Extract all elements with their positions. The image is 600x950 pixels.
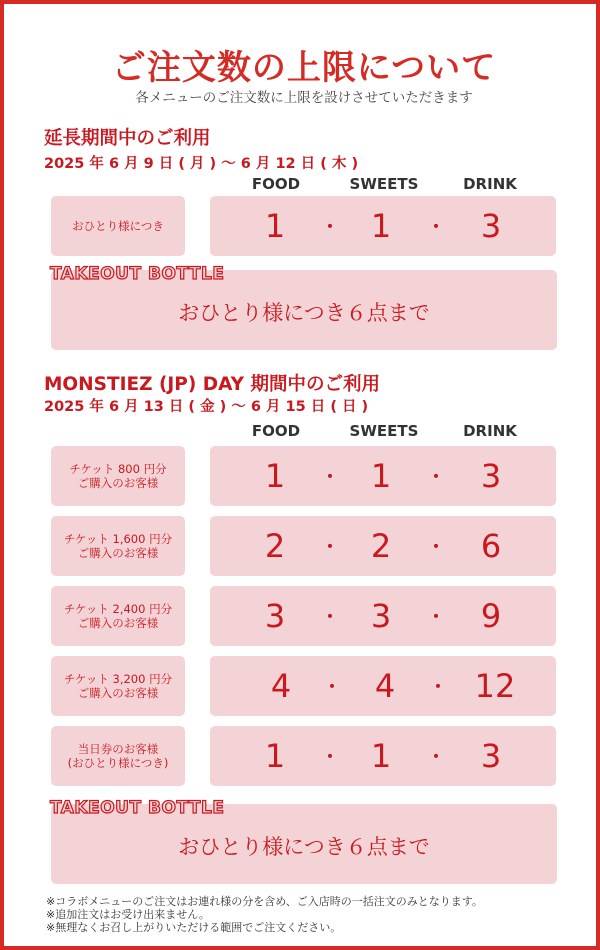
food-limit: 1 [264,207,286,245]
sweets-limit: 1 [370,737,392,775]
takeout-limit-text: おひとり様につき６点まで [178,835,430,859]
separator-dot: ・ [323,677,341,698]
page-subtitle: 各メニューのご注文数に上限を設けさせていただきます [135,90,473,106]
separator-dot: ・ [427,217,445,238]
column-header-sweets: SWEETS [349,175,419,193]
separator-dot: ・ [427,747,445,768]
separator-dot: ・ [427,607,445,628]
food-limit: 1 [264,457,286,495]
row-label: 当日券のお客様 (おひとり様につき) [51,726,185,786]
drink-limit: 9 [480,597,502,635]
row-label: チケット 3,200 円分 ご購入のお客様 [51,656,185,716]
drink-limit: 12 [474,667,516,705]
row-label: おひとり様につき [51,196,185,256]
separator-dot: ・ [427,467,445,488]
limit-row [210,446,556,506]
separator-dot: ・ [321,467,339,488]
drink-limit: 3 [480,737,502,775]
section-title: MONSTIEZ (JP) DAY 期間中のご利用 [44,374,380,395]
sweets-limit: 3 [370,597,392,635]
sweets-limit: 1 [370,457,392,495]
takeout-limit-text: おひとり様につき６点まで [178,301,430,325]
page-title: ご注文数の上限について [111,48,497,88]
food-limit: 2 [264,527,286,565]
drink-limit: 3 [480,207,502,245]
column-header-food: FOOD [251,175,301,193]
section-title: 延長期間中のご利用 [44,128,211,149]
limit-row [210,196,556,256]
limit-row [210,586,556,646]
separator-dot: ・ [429,677,447,698]
row-label: チケット 1,600 円分 ご購入のお客様 [51,516,185,576]
row-label: チケット 800 円分 ご購入のお客様 [51,446,185,506]
food-limit: 4 [270,667,292,705]
column-header-drink: DRINK [463,422,517,440]
takeout-bottle-label: TAKEOUT BOTTLE [50,264,225,284]
takeout-bottle-label: TAKEOUT BOTTLE [50,798,225,818]
sweets-limit: 2 [370,527,392,565]
limit-row [210,726,556,786]
note-line: ※追加注文はお受け出来ません。 [46,908,210,921]
section-date: 2025 年 6 月 9 日 ( 月 ) ～ 6 月 12 日 ( 木 ) [44,156,359,172]
separator-dot: ・ [321,537,339,558]
section-date: 2025 年 6 月 13 日 ( 金 ) ～ 6 月 15 日 ( 日 ) [44,399,369,415]
separator-dot: ・ [321,607,339,628]
limit-row [210,656,556,716]
note-line: ※無理なくお召し上がりいただける範囲でご注文ください。 [46,921,342,934]
column-header-food: FOOD [251,422,301,440]
sweets-limit: 1 [370,207,392,245]
sweets-limit: 4 [374,667,396,705]
row-label: チケット 2,400 円分 ご購入のお客様 [51,586,185,646]
separator-dot: ・ [427,537,445,558]
drink-limit: 6 [480,527,502,565]
note-line: ※コラボメニューのご注文はお連れ様の分を含め、ご入店時の一括注文のみとなります。 [46,895,483,908]
separator-dot: ・ [321,217,339,238]
notes [46,895,483,934]
column-header-sweets: SWEETS [349,422,419,440]
drink-limit: 3 [480,457,502,495]
food-limit: 1 [264,737,286,775]
limit-row [210,516,556,576]
food-limit: 3 [264,597,286,635]
column-header-drink: DRINK [463,175,517,193]
separator-dot: ・ [321,747,339,768]
